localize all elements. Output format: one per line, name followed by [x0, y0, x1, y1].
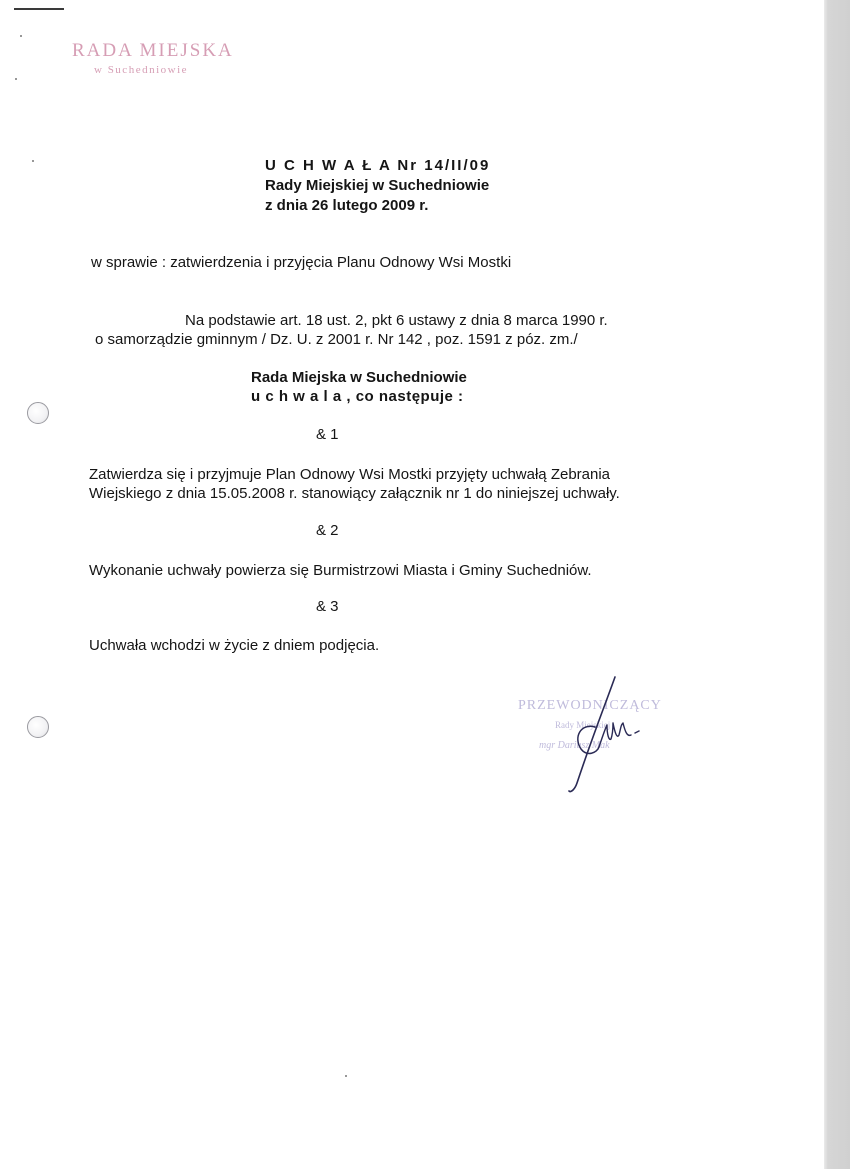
scan-speck [32, 160, 34, 162]
punch-hole-bottom [27, 716, 49, 738]
resolution-date: z dnia 26 lutego 2009 r. [265, 197, 429, 214]
council-header-stamp [72, 40, 234, 76]
paragraph-1-line: Zatwierdza się i przyjmuje Plan Odnowy Wsi Mostki przyjęty uchwałą Zebrania [89, 466, 611, 483]
resolution-issuer: Rady Miejskiej w Suchedniowie [265, 177, 490, 194]
resolves-heading: u c h w a l a , co następuje : [251, 388, 464, 405]
handwritten-signature [555, 675, 665, 795]
scan-edge [824, 0, 850, 1169]
paragraph-mark-3: & 3 [316, 598, 339, 615]
paragraph-mark-1: & 1 [316, 426, 339, 443]
scan-speck [20, 35, 22, 37]
resolution-number: U C H W A Ł A Nr 14/II/09 [265, 157, 491, 174]
scan-speck [15, 78, 17, 80]
stamp-line: w Suchedniowie [94, 64, 189, 76]
paragraph-2-line: Wykonanie uchwały powierza się Burmistrzowi Miasta i Gminy Suchedniów. [89, 562, 592, 579]
scan-mark [14, 8, 64, 10]
paragraph-1-line: Wiejskiego z dnia 15.05.2008 r. stanowiący załącznik nr 1 do niniejszej uchwały. [89, 485, 620, 502]
stamp-line: RADA MIEJSKA [72, 40, 234, 61]
resolution-subject: w sprawie : zatwierdzenia i przyjęcia Planu Odnowy Wsi Mostki [91, 254, 512, 271]
scan-speck [345, 1075, 347, 1077]
council-name: Rada Miejska w Suchedniowie [251, 369, 467, 386]
paragraph-mark-2: & 2 [316, 522, 339, 539]
punch-hole-top [27, 402, 49, 424]
legal-basis-line: o samorządzie gminnym / Dz. U. z 2001 r. Nr 142 , poz. 1591 z póz. zm./ [95, 331, 578, 348]
legal-basis-line: Na podstawie art. 18 ust. 2, pkt 6 ustawy z dnia 8 marca 1990 r. [185, 312, 608, 329]
stamp-line: Rady Miejskiej [555, 720, 611, 730]
stamp-line: mgr Dariusz Mak [539, 740, 610, 751]
resolution-title [265, 156, 490, 216]
paragraph-3-line: Uchwała wchodzi w życie z dniem podjęcia. [89, 637, 380, 654]
stamp-line: PRZEWODNICZĄCY [518, 698, 662, 713]
